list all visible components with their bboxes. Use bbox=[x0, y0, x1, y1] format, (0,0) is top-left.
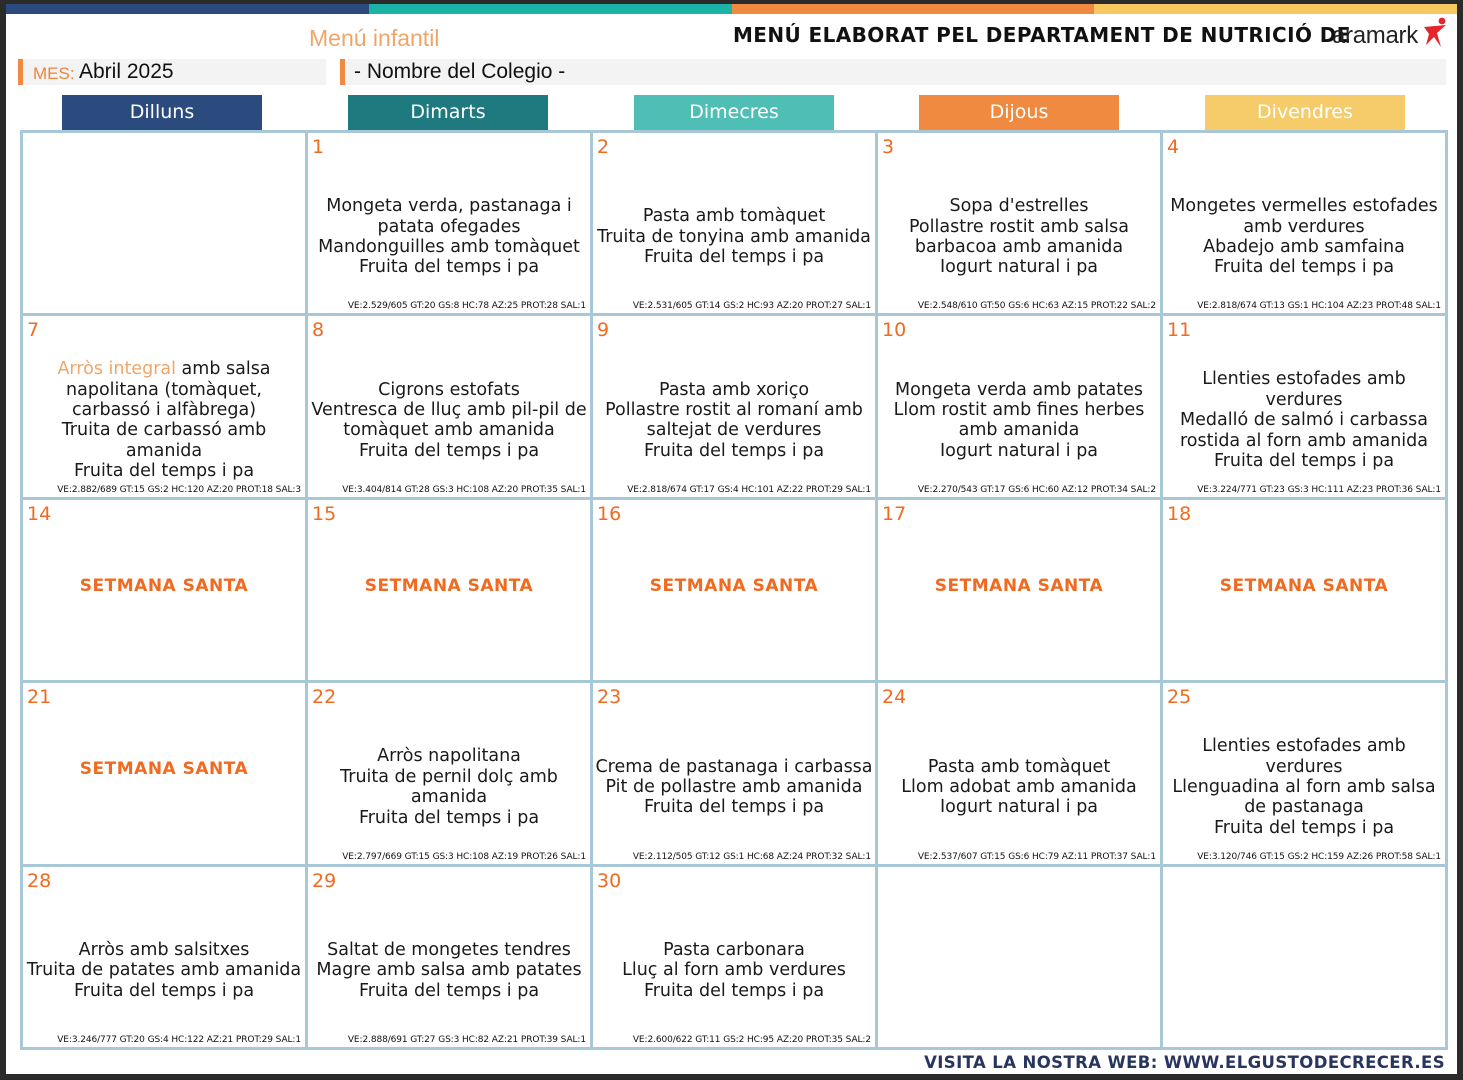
dish-item: Pasta amb tomàquet bbox=[642, 206, 826, 227]
dish-item: Saltat de mongetes tendres bbox=[327, 939, 571, 960]
nutrition-info: VE:2.548/610 GT:50 GS:6 HC:63 AZ:15 PROT:22 SAL:2 bbox=[917, 301, 1156, 312]
dish-list bbox=[595, 182, 873, 292]
menu-page bbox=[6, 4, 1457, 1074]
dish-item: Abadejo amb samfaina bbox=[1203, 237, 1405, 257]
dish-item: Fruita del temps i pa bbox=[1213, 817, 1395, 838]
color-bar-segment bbox=[1094, 4, 1457, 14]
dish-item: Fruita del temps i pa bbox=[643, 247, 825, 268]
dish-item: Crema de pastanaga i carbassa bbox=[595, 756, 873, 777]
day-number: 23 bbox=[597, 686, 622, 709]
holiday-label: SETMANA SANTA bbox=[79, 759, 249, 780]
nutrition-info: VE:2.888/691 GT:27 GS:3 HC:82 AZ:21 PROT:39 SAL:1 bbox=[347, 1034, 586, 1045]
day-cell-22 bbox=[308, 683, 590, 863]
dish-list bbox=[595, 916, 873, 1026]
menu-subtitle: Menú infantil bbox=[309, 25, 440, 51]
page-title: MENÚ ELABORAT PEL DEPARTAMENT DE NUTRICIÓ DE bbox=[733, 23, 1351, 47]
holiday-label: SETMANA SANTA bbox=[79, 575, 249, 596]
day-number: 21 bbox=[27, 686, 52, 709]
dish-list bbox=[1165, 365, 1443, 475]
month-field bbox=[18, 59, 326, 85]
day-cell-2 bbox=[593, 133, 875, 313]
dish-item: Truita de pernil dolç amb amanida bbox=[340, 766, 558, 808]
dish-item: Mandonguilles amb tomàquet bbox=[318, 237, 580, 257]
dish-item: Mongeta verda, pastanaga i patata ofegades bbox=[326, 196, 572, 237]
day-number: 28 bbox=[27, 869, 52, 892]
brand-name: aramark bbox=[1332, 22, 1418, 49]
dish-item: Arròs napolitana bbox=[377, 746, 521, 767]
footer-web-link[interactable]: VISITA LA NOSTRA WEB: WWW.ELGUSTODECRECER.ES bbox=[924, 1053, 1445, 1072]
day-cell-21 bbox=[23, 683, 305, 863]
star-figure-icon bbox=[1420, 16, 1450, 50]
day-cell-28 bbox=[23, 867, 305, 1047]
day-cell-30 bbox=[593, 867, 875, 1047]
day-number: 24 bbox=[882, 686, 907, 709]
dish-item: Pasta amb xoriço bbox=[658, 379, 810, 400]
dish-item: Fruita del temps i pa bbox=[643, 797, 825, 818]
day-number: 2 bbox=[597, 136, 610, 158]
aramark-logo bbox=[1332, 20, 1438, 56]
day-cell-8 bbox=[308, 316, 590, 496]
day-number: 16 bbox=[597, 502, 622, 525]
holiday-label: SETMANA SANTA bbox=[1219, 575, 1389, 596]
weekday-dimarts: Dimarts bbox=[348, 95, 548, 130]
dish-list bbox=[310, 365, 588, 475]
dish-item: Iogurt natural i pa bbox=[939, 440, 1099, 461]
dish-list bbox=[880, 365, 1158, 475]
nutrition-info: VE:2.818/674 GT:13 GS:1 HC:104 AZ:23 PROT:48 SAL:1 bbox=[1197, 301, 1441, 312]
day-number: 3 bbox=[882, 136, 895, 158]
nutrition-info: VE:2.600/622 GT:11 GS:2 HC:95 AZ:20 PROT:35 SAL:2 bbox=[632, 1034, 871, 1045]
day-number: 22 bbox=[312, 686, 337, 709]
dish-item: Iogurt natural i pa bbox=[939, 257, 1099, 278]
dish-list bbox=[25, 359, 303, 482]
nutrition-info: VE:3.120/746 GT:15 GS:2 HC:159 AZ:26 PROT:58 SAL:1 bbox=[1197, 851, 1441, 862]
dish-highlight: Arròs integral bbox=[57, 359, 176, 380]
day-cell-18 bbox=[1163, 500, 1445, 680]
dish-text: amb salsa napolitana (tomàquet, carbassó i alfàbrega) bbox=[66, 359, 271, 420]
dish-list bbox=[880, 732, 1158, 842]
dish-list bbox=[595, 732, 873, 842]
calendar-grid bbox=[20, 130, 1448, 1050]
dish-item: Mongeta verda amb patates bbox=[895, 379, 1143, 400]
holiday-label: SETMANA SANTA bbox=[934, 575, 1104, 596]
dish-item: Fruita del temps i pa bbox=[358, 980, 540, 1001]
color-bar bbox=[6, 4, 1457, 14]
dish-item: Sopa d'estrelles bbox=[949, 196, 1089, 217]
dish-item: Llenties estofades amb verdures bbox=[1202, 369, 1406, 410]
dish-list bbox=[25, 916, 303, 1026]
color-bar-segment bbox=[369, 4, 732, 14]
day-number: 18 bbox=[1167, 502, 1192, 525]
day-number: 1 bbox=[312, 136, 325, 158]
dish-item: Fruita del temps i pa bbox=[1213, 257, 1395, 278]
nutrition-info: VE:2.797/669 GT:15 GS:3 HC:108 AZ:19 PROT:26 SAL:1 bbox=[342, 851, 586, 862]
dish-item: Pollastre rostit al romaní amb saltejat de verdures bbox=[605, 399, 863, 441]
nutrition-info: VE:2.270/543 GT:17 GS:6 HC:60 AZ:12 PROT:34 SAL:2 bbox=[917, 484, 1156, 495]
day-cell-25 bbox=[1163, 683, 1445, 863]
day-cell-10 bbox=[878, 316, 1160, 496]
dish-item: Truita de patates amb amanida bbox=[26, 960, 302, 981]
nutrition-info: VE:2.529/605 GT:20 GS:8 HC:78 AZ:25 PROT:28 SAL:1 bbox=[347, 301, 586, 312]
day-cell-14 bbox=[23, 500, 305, 680]
nutrition-info: VE:2.882/689 GT:15 GS:2 HC:120 AZ:20 PROT:18 SAL:3 bbox=[57, 484, 301, 495]
dish-item bbox=[25, 359, 303, 420]
dish-item: Fruita del temps i pa bbox=[643, 440, 825, 461]
dish-item: Iogurt natural i pa bbox=[939, 797, 1099, 818]
dish-list bbox=[595, 365, 873, 475]
dish-item: Fruita del temps i pa bbox=[358, 807, 540, 828]
empty-day-cell bbox=[23, 133, 305, 313]
weekday-dilluns: Dilluns bbox=[62, 95, 262, 130]
day-number: 4 bbox=[1167, 136, 1180, 158]
dish-list bbox=[1165, 182, 1443, 292]
holiday-label: SETMANA SANTA bbox=[649, 575, 819, 596]
empty-day-cell bbox=[878, 867, 1160, 1047]
day-cell-9 bbox=[593, 316, 875, 496]
dish-item: Fruita del temps i pa bbox=[358, 257, 540, 278]
dish-item: Mongetes vermelles estofades amb verdures bbox=[1170, 196, 1438, 237]
dish-item: Cigrons estofats bbox=[378, 379, 520, 400]
day-cell-16 bbox=[593, 500, 875, 680]
day-number: 17 bbox=[882, 502, 907, 525]
dish-item: Arròs amb salsitxes bbox=[78, 939, 250, 960]
dish-item: Truita de carbassó amb amanida bbox=[61, 420, 267, 461]
dish-item: Truita de tonyina amb amanida bbox=[597, 226, 871, 247]
month-value: Abril 2025 bbox=[79, 60, 174, 83]
day-cell-4 bbox=[1163, 133, 1445, 313]
month-label: MES: bbox=[33, 64, 75, 83]
day-cell-7 bbox=[23, 316, 305, 496]
day-number: 15 bbox=[312, 502, 337, 525]
dish-item: Lluç al forn amb verdures bbox=[622, 960, 846, 981]
dish-item: Fruita del temps i pa bbox=[358, 440, 540, 461]
day-number: 14 bbox=[27, 502, 52, 525]
dish-list bbox=[880, 182, 1158, 292]
dish-item: Ventresca de lluç amb pil-pil de tomàquet amb amanida bbox=[311, 399, 587, 441]
dish-item: Pit de pollastre amb amanida bbox=[605, 776, 863, 797]
day-number: 7 bbox=[27, 319, 40, 342]
dish-item: Fruita del temps i pa bbox=[643, 980, 825, 1001]
color-bar-segment bbox=[732, 4, 1095, 14]
nutrition-info: VE:2.537/607 GT:15 GS:6 HC:79 AZ:11 PROT:37 SAL:1 bbox=[917, 851, 1156, 862]
dish-item: Magre amb salsa amb patates bbox=[316, 960, 582, 981]
dish-list bbox=[310, 732, 588, 842]
dish-list bbox=[310, 916, 588, 1026]
dish-item: Llenties estofades amb verdures bbox=[1202, 736, 1406, 777]
day-cell-15 bbox=[308, 500, 590, 680]
empty-day-cell bbox=[1163, 867, 1445, 1047]
day-cell-29 bbox=[308, 867, 590, 1047]
day-number: 30 bbox=[597, 869, 622, 892]
nutrition-info: VE:2.112/505 GT:12 GS:1 HC:68 AZ:24 PROT:32 SAL:1 bbox=[632, 851, 871, 862]
day-number: 29 bbox=[312, 869, 337, 892]
weekday-dimecres: Dimecres bbox=[634, 95, 834, 130]
day-cell-1 bbox=[308, 133, 590, 313]
day-cell-3 bbox=[878, 133, 1160, 313]
nutrition-info: VE:3.404/814 GT:28 GS:3 HC:108 AZ:20 PROT:35 SAL:1 bbox=[342, 484, 586, 495]
nutrition-info: VE:2.818/674 GT:17 GS:4 HC:101 AZ:22 PROT:29 SAL:1 bbox=[627, 484, 871, 495]
dish-list bbox=[1165, 732, 1443, 842]
dish-item: Llom rostit amb fines herbes amb amanida bbox=[893, 399, 1145, 441]
day-cell-23 bbox=[593, 683, 875, 863]
weekday-dijous: Dijous bbox=[919, 95, 1119, 130]
day-number: 9 bbox=[597, 319, 610, 342]
day-cell-24 bbox=[878, 683, 1160, 863]
day-number: 25 bbox=[1167, 686, 1192, 709]
dish-list bbox=[310, 182, 588, 292]
dish-item: Pollastre rostit amb salsa barbacoa amb amanida bbox=[909, 216, 1129, 257]
dish-item: Llenguadina al forn amb salsa de pastanaga bbox=[1172, 776, 1436, 818]
dish-item: Pasta carbonara bbox=[663, 939, 805, 960]
day-cell-17 bbox=[878, 500, 1160, 680]
school-field bbox=[340, 59, 1446, 85]
dish-item: Pasta amb tomàquet bbox=[927, 756, 1111, 777]
day-number: 11 bbox=[1167, 319, 1192, 342]
dish-item: Llom adobat amb amanida bbox=[901, 776, 1137, 797]
dish-item: Fruita del temps i pa bbox=[73, 980, 255, 1001]
day-cell-11 bbox=[1163, 316, 1445, 496]
nutrition-info: VE:2.531/605 GT:14 GS:2 HC:93 AZ:20 PROT:27 SAL:1 bbox=[632, 301, 871, 312]
dish-item: Fruita del temps i pa bbox=[73, 461, 255, 482]
school-name: - Nombre del Colegio - bbox=[354, 60, 566, 83]
holiday-label: SETMANA SANTA bbox=[364, 575, 534, 596]
nutrition-info: VE:3.224/771 GT:23 GS:3 HC:111 AZ:23 PROT:36 SAL:1 bbox=[1197, 484, 1441, 495]
nutrition-info: VE:3.246/777 GT:20 GS:4 HC:122 AZ:21 PROT:29 SAL:1 bbox=[57, 1034, 301, 1045]
day-number: 8 bbox=[312, 319, 325, 342]
dish-item: Medalló de salmó i carbassa rostida al forn amb amanida bbox=[1179, 410, 1429, 451]
day-number: 10 bbox=[882, 319, 907, 342]
dish-item: Fruita del temps i pa bbox=[1213, 451, 1395, 471]
weekday-divendres: Divendres bbox=[1205, 95, 1405, 130]
color-bar-segment bbox=[6, 4, 369, 14]
